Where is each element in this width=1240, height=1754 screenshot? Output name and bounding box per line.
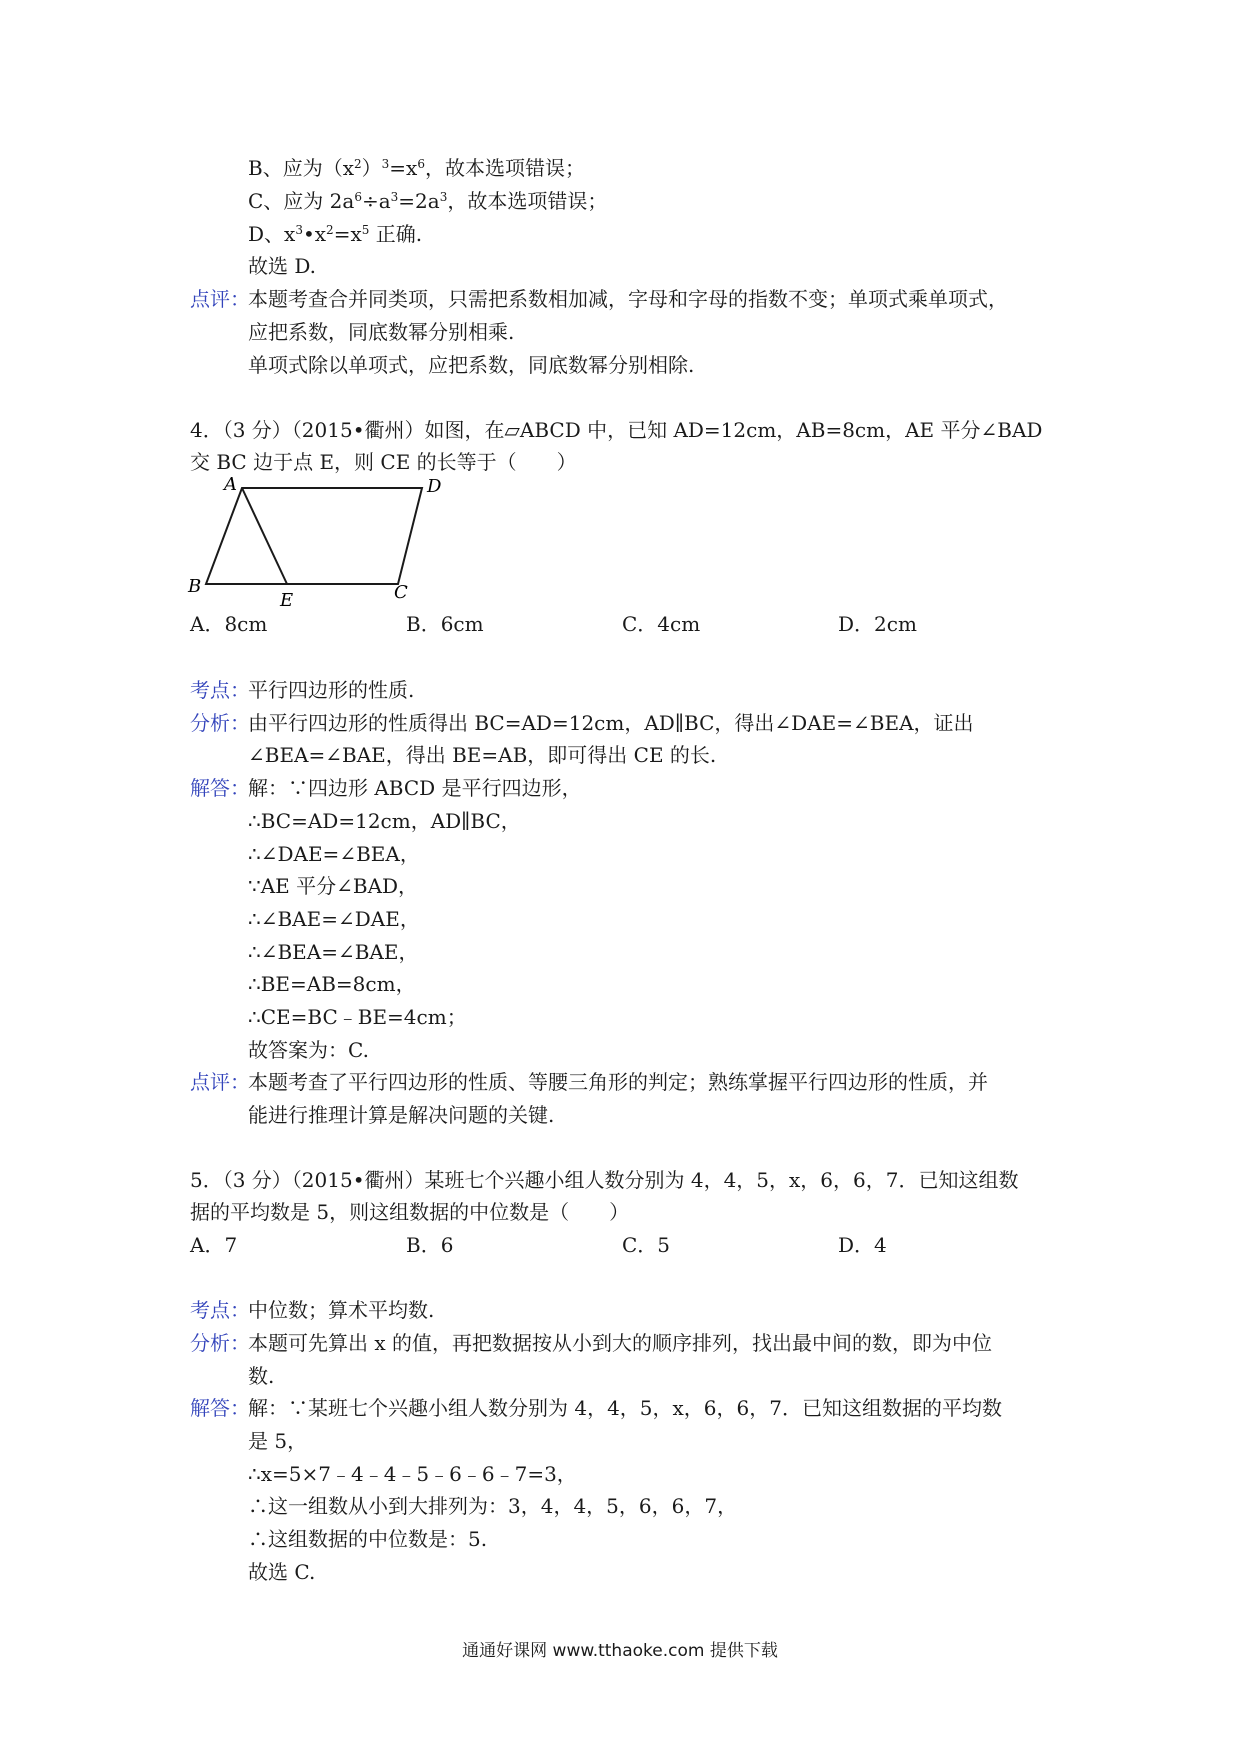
q5-point: 中位数；算术平均数. (248, 1298, 435, 1322)
q5-stem-line-2: 据的平均数是 5，则这组数据的中位数是（ ） (190, 1200, 630, 1224)
q4-answer-line-2: ∴BC=AD=12cm，AD∥BC， (248, 809, 521, 833)
vertex-label-c: C (394, 582, 408, 603)
q5-option-a: A．7 (190, 1233, 238, 1257)
q5-answer-line-5: ∴这组数据的中位数是：5. (248, 1527, 488, 1551)
q5-stem-line-1: 5．（3 分）（2015•衢州）某班七个兴趣小组人数分别为 4，4，5，x，6，6，7．已知这组数 (190, 1168, 1019, 1192)
q5-answer-line-2: 是 5， (248, 1429, 308, 1453)
q3-option-b-analysis: B、应为$(x^2)^3=x^6$，故本选项错误； (248, 156, 585, 180)
q5-point-label: 考点： (190, 1298, 250, 1322)
q3-comment-label: 点评： (190, 287, 250, 311)
q4-answer-line-3: ∴∠DAE=∠BEA， (248, 842, 420, 866)
q4-option-b: B．6cm (406, 612, 484, 636)
q5-option-c: C．5 (622, 1233, 671, 1257)
parallelogram-abcd (206, 488, 422, 584)
q4-answer-line-6: ∴∠BEA=∠BAE， (248, 940, 419, 964)
q4-answer-line-5: ∴∠BAE=∠DAE， (248, 907, 420, 931)
q4-answer-line-1: 解：∵四边形 ABCD 是平行四边形， (248, 776, 582, 800)
q4-comment-label: 点评： (190, 1070, 250, 1094)
q3-choice: 故选 D. (248, 254, 317, 278)
q4-option-c: C．4cm (622, 612, 701, 636)
q5-answer-label: 解答： (190, 1396, 250, 1420)
q4-answer-label: 解答： (190, 776, 250, 800)
q3-option-c-analysis: C、应为 $2a^6\div a^3=2a^3$，故本选项错误； (248, 189, 608, 213)
q4-answer-line-7: ∴BE=AB=8cm， (248, 972, 416, 996)
q4-answer-line-9: 故答案为：C. (248, 1038, 369, 1062)
page-footer: 通通好课网 www.tthaoke.com 提供下载 (462, 1641, 778, 1661)
q3-comment-line-1: 本题考查合并同类项，只需把系数相加减，字母和字母的指数不变；单项式乘单项式， (248, 287, 1008, 311)
q4-parallelogram-figure (180, 470, 460, 610)
q4-analysis-line-1: 由平行四边形的性质得出 BC=AD=12cm，AD∥BC，得出∠DAE=∠BEA，证出 (248, 711, 974, 735)
q5-analysis-line-2: 数. (248, 1364, 275, 1388)
q3-comment-line-3: 单项式除以单项式，应把系数，同底数幂分别相除. (248, 353, 695, 377)
q4-option-d: D．2cm (838, 612, 917, 636)
q5-answer-line-3: ∴x=5×7﹣4﹣4﹣5﹣6﹣6﹣7=3， (248, 1462, 577, 1486)
q5-answer-line-4: ∴这一组数从小到大排列为：3，4，4，5，6，6，7， (248, 1494, 738, 1518)
vertex-label-e: E (280, 590, 294, 610)
vertex-label-d: D (427, 476, 442, 497)
q4-analysis-line-2: ∠BEA=∠BAE，得出 BE=AB，即可得出 CE 的长. (248, 743, 717, 767)
q4-point: 平行四边形的性质. (248, 678, 415, 702)
q3-option-d-analysis: D、$x^3•x^2=x^5$ 正确. (248, 222, 423, 246)
vertex-label-b: B (188, 576, 202, 597)
q5-analysis-label: 分析： (190, 1331, 250, 1355)
q4-comment-line-2: 能进行推理计算是解决问题的关键. (248, 1103, 555, 1127)
q5-analysis-line-1: 本题可先算出 x 的值，再把数据按从小到大的顺序排列，找出最中间的数，即为中位 (248, 1331, 992, 1355)
vertex-label-a: A (224, 474, 237, 495)
q4-option-a: A．8cm (190, 612, 268, 636)
q4-stem-line-1: 4．（3 分）（2015•衢州）如图，在▱ABCD 中，已知 AD=12cm，AB=8cm，AE 平分∠BAD (190, 418, 1043, 442)
q4-answer-line-4: ∵AE 平分∠BAD， (248, 874, 419, 898)
q4-analysis-label: 分析： (190, 711, 250, 735)
q3-comment-line-2: 应把系数，同底数幂分别相乘. (248, 320, 515, 344)
q4-point-label: 考点： (190, 678, 250, 702)
q4-stem-line-2: 交 BC 边于点 E，则 CE 的长等于（ ） (190, 450, 577, 474)
q5-answer-line-6: 故选 C. (248, 1560, 316, 1584)
q5-option-d: D．4 (838, 1233, 887, 1257)
q4-answer-line-8: ∴CE=BC﹣BE=4cm； (248, 1005, 467, 1029)
q5-answer-line-1: 解：∵某班七个兴趣小组人数分别为 4，4，5，x，6，6，7．已知这组数据的平均数 (248, 1396, 1002, 1420)
segment-ae (242, 488, 287, 584)
q4-comment-line-1: 本题考查了平行四边形的性质、等腰三角形的判定；熟练掌握平行四边形的性质，并 (248, 1070, 988, 1094)
q5-option-b: B．6 (406, 1233, 454, 1257)
